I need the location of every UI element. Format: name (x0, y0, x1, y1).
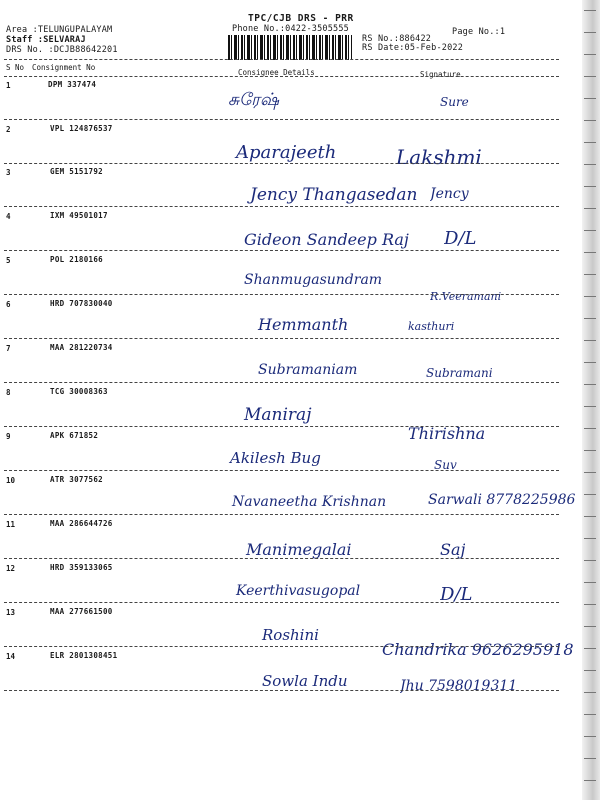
staff-label: Staff :SELVARAJ (6, 35, 86, 45)
rs-date: RS Date:05-Feb-2022 (362, 43, 464, 53)
phone-number: Phone No.:0422-3505555 (232, 24, 349, 34)
row-consignment-no: MAA 286644726 (50, 519, 113, 528)
row-consignment-no: APK 671852 (50, 431, 99, 440)
row-sno: 4 (6, 212, 11, 221)
row-sno: 13 (6, 608, 16, 617)
row-consignee-handwriting: Sowla Indu (262, 672, 348, 690)
row-sno: 10 (6, 476, 16, 485)
page-edge-mark (584, 560, 596, 561)
row-divider (4, 514, 559, 515)
row-consignment-no: DPM 337474 (48, 80, 97, 89)
page-edge-mark (584, 384, 596, 385)
row-signature-handwriting: Subramani (426, 366, 493, 380)
page-edge-mark (584, 340, 596, 341)
row-divider (4, 382, 559, 383)
row-consignee-handwriting: Hemmanth (258, 315, 349, 334)
page-edge-mark (584, 186, 596, 187)
page-edge-mark (584, 32, 596, 33)
row-consignee-handwriting: Roshini (262, 626, 319, 644)
row-signature-handwriting: Jhu 7598019311 (400, 678, 518, 694)
row-signature-handwriting: Sure (440, 95, 469, 109)
row-signature-handwriting: Saj (440, 540, 466, 559)
row-signature-handwriting: R.Veeramani (430, 290, 502, 303)
page-edge-mark (584, 450, 596, 451)
page-edge-mark (584, 164, 596, 165)
page-edge-mark (584, 670, 596, 671)
page-edge-mark (584, 362, 596, 363)
page-number: Page No.:1 (452, 27, 506, 37)
page-edge-mark (584, 604, 596, 605)
page-edge-mark (584, 76, 596, 77)
col-consignee: Consignee Details (238, 68, 315, 77)
page-edge-mark (584, 516, 596, 517)
row-consignee-handwriting: சுரேஷ் (228, 90, 279, 110)
row-divider (4, 470, 559, 471)
page-edge-mark (584, 10, 596, 11)
row-signature-handwriting: Jency (430, 186, 469, 202)
row-sno: 6 (6, 300, 11, 309)
page-edge-mark (584, 274, 596, 275)
row-consignee-handwriting: Maniraj (244, 405, 312, 425)
page-edge-mark (584, 758, 596, 759)
row-signature-handwriting: Lakshmi (396, 145, 482, 169)
page-edge-mark (584, 142, 596, 143)
page-edge-mark (584, 714, 596, 715)
row-consignment-no: ELR 2801308451 (50, 651, 118, 660)
page-edge-mark (584, 428, 596, 429)
row-divider (4, 558, 559, 559)
page-edge-mark (584, 98, 596, 99)
row-divider (4, 294, 559, 295)
page-edge-mark (584, 780, 596, 781)
page-edge-mark (584, 648, 596, 649)
row-signature-handwriting: D/L (444, 228, 477, 249)
row-consignee-handwriting: Aparajeeth (236, 142, 337, 163)
row-sno: 5 (6, 256, 11, 265)
row-consignment-no: MAA 281220734 (50, 343, 113, 352)
row-divider (4, 690, 559, 691)
row-signature-handwriting: D/L (440, 584, 473, 605)
header-divider-bottom (4, 76, 559, 77)
page-edge-mark (584, 692, 596, 693)
row-consignee-handwriting: Jency Thangasedan (250, 185, 418, 205)
row-divider (4, 338, 559, 339)
row-consignment-no: VPL 124876537 (50, 124, 113, 133)
page-edge-mark (584, 120, 596, 121)
page-edge-mark (584, 582, 596, 583)
page-edge-mark (584, 736, 596, 737)
row-signature-handwriting: Sarwali 8778225986 (428, 492, 576, 508)
row-sno: 9 (6, 432, 11, 441)
row-divider (4, 119, 559, 120)
row-consignment-no: HRD 359133065 (50, 563, 113, 572)
row-consignment-no: MAA 277661500 (50, 607, 113, 616)
row-consignment-no: HRD 707830040 (50, 299, 113, 308)
row-divider (4, 426, 559, 427)
row-signature-handwriting: kasthuri (408, 320, 455, 333)
row-consignee-handwriting: Manimegalai (246, 540, 352, 559)
area-label: Area :TELUNGUPALAYAM (6, 25, 113, 35)
row-signature-handwriting: Thirishna (408, 424, 486, 443)
row-sno: 8 (6, 388, 11, 397)
row-sno: 3 (6, 168, 11, 177)
row-divider (4, 206, 559, 207)
row-divider (4, 646, 559, 647)
row-divider (4, 602, 559, 603)
page-edge-mark (584, 494, 596, 495)
page-edge-mark (584, 54, 596, 55)
row-consignee-handwriting: Gideon Sandeep Raj (244, 230, 409, 249)
row-sno: 1 (6, 81, 11, 90)
rs-number: RS No.:886422 (362, 34, 432, 44)
row-sno: 11 (6, 520, 16, 529)
row-sno: 7 (6, 344, 11, 353)
col-consignment: Consignment No (32, 63, 96, 72)
page-edge-mark (584, 318, 596, 319)
row-signature-handwriting: Chandrika 9626295918 (382, 640, 574, 659)
row-sno: 14 (6, 652, 16, 661)
page-edge-mark (584, 406, 596, 407)
col-sno: S No (6, 63, 25, 72)
page-edge-mark (584, 252, 596, 253)
barcode (228, 35, 352, 60)
drs-number: DRS No. :DCJB88642201 (6, 45, 118, 55)
page-edge-mark (584, 230, 596, 231)
row-divider (4, 163, 559, 164)
row-sno: 2 (6, 125, 11, 134)
page-edge-mark (584, 626, 596, 627)
row-consignment-no: IXM 49501017 (50, 211, 108, 220)
row-consignment-no: TCG 30008363 (50, 387, 108, 396)
row-divider (4, 250, 559, 251)
row-consignment-no: GEM 5151792 (50, 167, 103, 176)
row-consignee-handwriting: Akilesh Bug (230, 449, 321, 467)
row-consignee-handwriting: Subramaniam (258, 362, 358, 378)
page-edge-mark (584, 538, 596, 539)
row-consignee-handwriting: Navaneetha Krishnan (232, 494, 387, 510)
row-signature-handwriting: Suv (434, 458, 457, 472)
page-edge-mark (584, 472, 596, 473)
row-sno: 12 (6, 564, 16, 573)
page-edge-mark (584, 296, 596, 297)
row-consignment-no: ATR 3077562 (50, 475, 103, 484)
document-title: TPC/CJB DRS - PRR (248, 13, 354, 24)
page-edge-mark (584, 208, 596, 209)
col-signature: Signature (420, 70, 461, 79)
row-consignee-handwriting: Shanmugasundram (244, 272, 383, 288)
header-divider-top (4, 59, 559, 60)
row-consignment-no: POL 2180166 (50, 255, 103, 264)
row-consignee-handwriting: Keerthivasugopal (236, 583, 361, 599)
